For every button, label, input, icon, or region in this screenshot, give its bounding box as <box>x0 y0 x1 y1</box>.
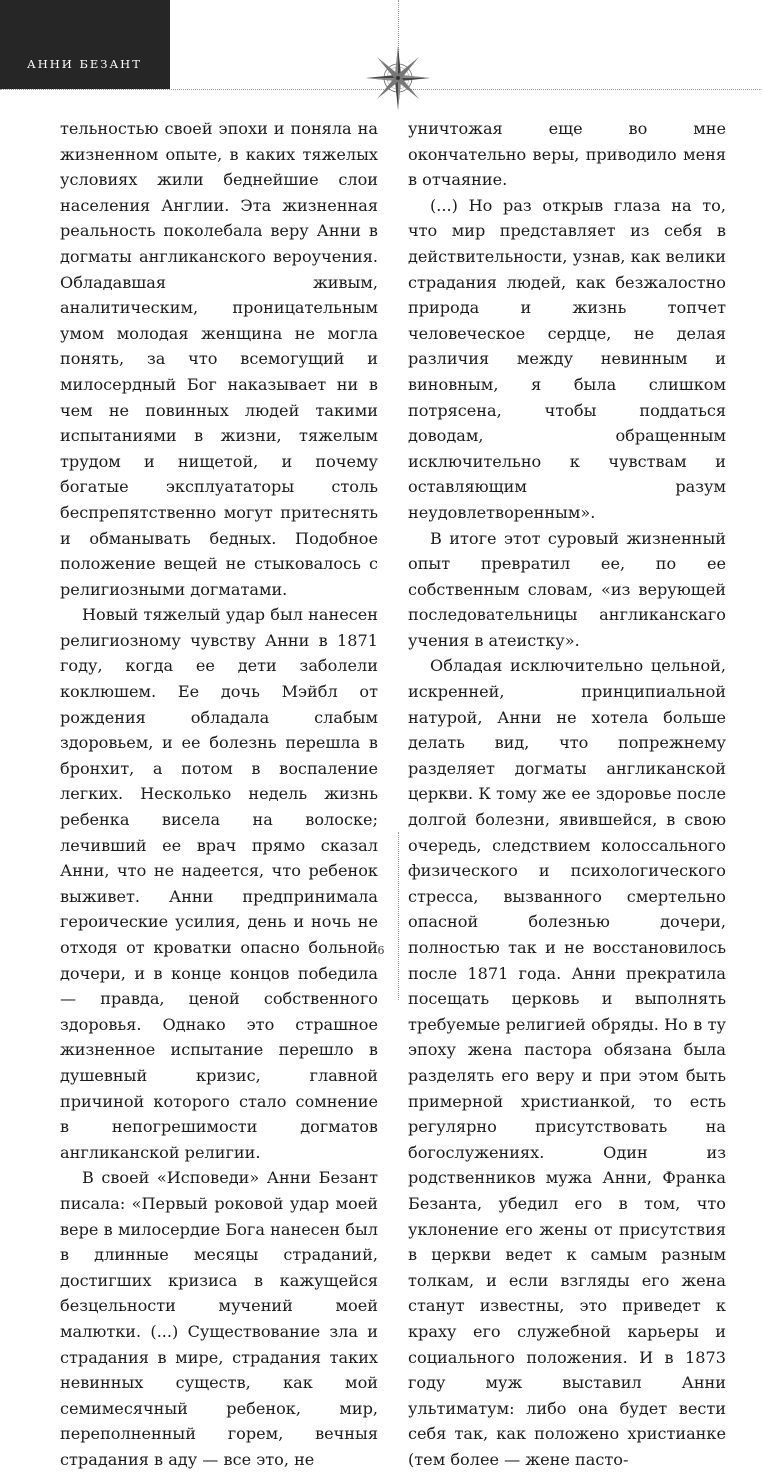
column-divider-bottom <box>398 832 399 1000</box>
paragraph: Обладая исключительно цельной, искренней, принципиальной натурой, Анни не хотела больше делать вид, что попрежнему разделяет догматы англиканской церкви. К тому же ее здоровье после долгой болезни, явившейся, в свою очередь, следствием колоссального физического и психологического стресса, вызванного смертельно опасной болезнью дочери, полностью так и не восстановилось после 1871 года. Анни прекратила посещать церковь и выполнять требуемые религией обряды. Но в ту эпоху жена пастора обязана была разделять его веру и при этом быть примерной христианкой, то есть регулярно присутствовать на богослужениях. Один из родственников мужа Анни, Франка Безанта, убедил его в том, что уклонение его жены от присутствия в церкви ведет к самым разным толкам, и если взгляды его жена станут известны, это приведет к краху его служебной карьеры и социального положения. И в 1873 году муж выставил Анни ультиматум: либо она будет вести себя так, как положено христианке (тем более — жене пасто- <box>408 656 726 1469</box>
paragraph: (...) Но раз открыв глаза на то, что мир представляет из себя в действительности, узнав, как велики страдания людей, как безжалостно природа и жизнь топчет человеческое сердце, не делая различия между невинным и виновным, я была слишком потрясена, чтобы поддаться доводам, обращенным исключительно к чувствам и оставляющим разум неудовлетворенным». <box>408 195 726 522</box>
right-text-column <box>408 116 726 1472</box>
paragraph: тельностью своей эпохи и поняла на жизненном опыте, в каких тяжелых условиях жили беднейшие слои населения Англии. Эта жизненная реальность поколебала веру Анни в догматы англиканского вероучения. Обладавшая живым, аналитическим, проницательным умом молодая женщина не могла понять, за что всемогущий и милосердный Бог наказывает ни в чем не повинных людей такими испытаниями в жизни, тяжелым трудом и нищетой, и почему богатые эксплуататоры столь беспрепятственно могут притеснять и обманывать бедных. Подобное положение вещей не стыковалось с религиозными догматами. <box>60 119 378 599</box>
paragraph: В итоге этот суровый жизненный опыт превратил ее, по ее собственным словам, «из верующей последовательницы англиканскаго учения в атеистку». <box>408 528 726 650</box>
paragraph: В своей «Исповеди» Анни Безант писала: «Первый роковой удар моей вере в милосердие Бога нанесен был в длинные месяцы страданий, достигших кризиса в кажущейся безцельности мучений моей малютки. (...) Существование зла и страдания в мире, страдания таких невинных существ, как мой семимесячный ребенок, мир, переполненный горем, вечныя страдания в аду — все это, не <box>60 1168 378 1469</box>
running-header <box>0 0 170 89</box>
compass-rose-icon <box>364 44 432 112</box>
paragraph: Новый тяжелый удар был нанесен религиозному чувству Анни в 1871 году, когда ее дети заболели коклюшем. Ее дочь Мэйбл от рождения обладала слабым здоровьем, и ее болезнь перешла в бронхит, а потом в воспаление легких. Несколько недель жизнь ребенка висела на волоске; лечивший ее врач прямо сказал Анни, что не надеется, что ребенок выживет. Анни предпринимала героические усилия, день и ночь не отходя от кроватки опасно больной дочери, и в конце концов победила — правда, ценой собственного здоровья. Однако это страшное жизненное испытание перешло в душевный кризис, главной причиной которого стало сомнение в непогрешимости догматов англиканской религии. <box>60 605 378 1162</box>
left-text-column <box>60 116 378 1472</box>
paragraph: уничтожая еще во мне окончательно веры, приводило меня в отчаяние. <box>408 119 726 190</box>
running-title: АННИ БЕЗАНТ <box>27 57 142 71</box>
page-number: 6 <box>377 944 385 957</box>
